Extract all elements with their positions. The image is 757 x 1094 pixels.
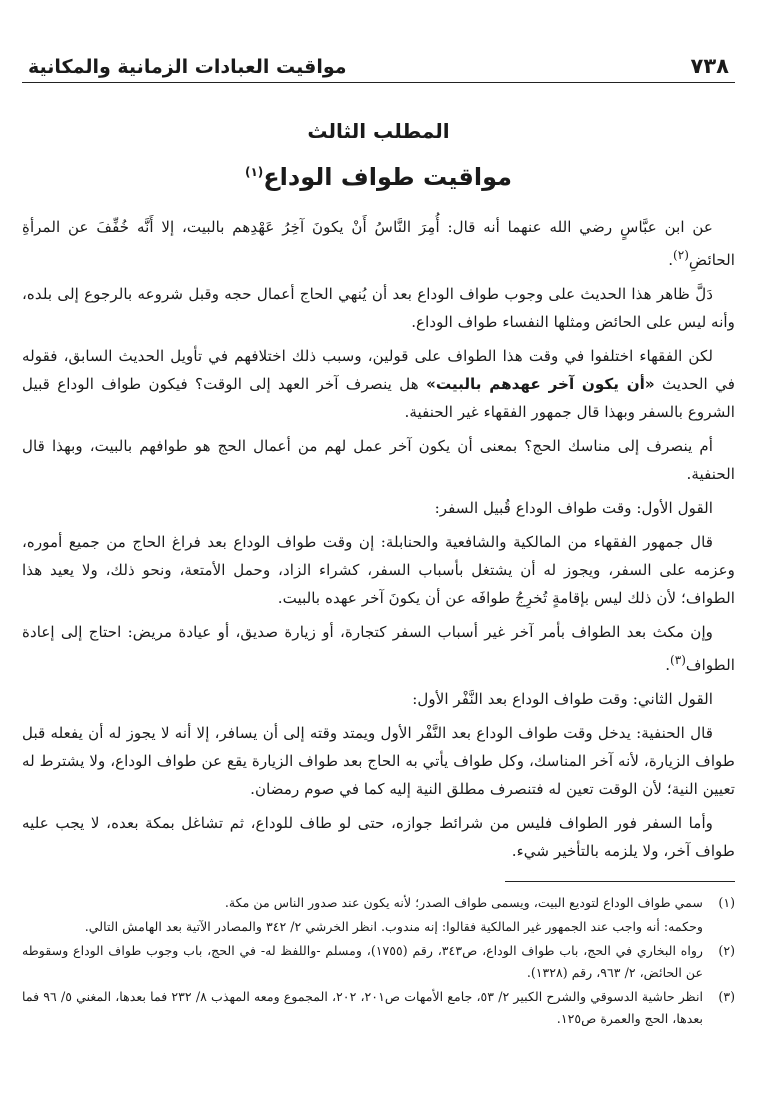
footnote-text: انظر حاشية الدسوقي والشرح الكبير ٢/ ٥٣، جامع الأمهات ص٢٠١، ٢٠٢، المجموع ومعه المهذب ٨/ ٢٣٢ فما بعدها، المغني ٥/ ٩٦ فما بعدها، الحج والعمرة ص١٢٥. (22, 989, 704, 1027)
footnote (22, 892, 735, 914)
paragraph-text: قال الحنفية: يدخل وقت طواف الوداع بعد النَّفْر الأول ويمتد وقته إلى أن يسافر، إلا أنه لا يجوز له أن يفعله قبل طواف الزيارة، لأنه آخر المناسك، وكل طواف يأتي به الحاج بعد طواف الزيارة يقع عن طواف الوداع، ولا يشترط له تعيين النية؛ لأن الوقت تعين له فتنصرف مطلق النية إليه كما في صوم رمضان. (22, 724, 735, 799)
page-number: ٧٣٨ (690, 54, 729, 78)
footnote-text: رواه البخاري في الحج، باب طواف الوداع، ص٣٤٣، رقم (١٧٥٥)، ومسلم -واللفظ له- في الحج، باب وجوب طواف الوداع وسقوطه عن الحائض، ٢/ ٩٦٣، رقم (١٣٢٨). (22, 943, 703, 981)
running-title: مواقيت العبادات الزمانية والمكانية (28, 56, 347, 78)
footnotes (22, 892, 735, 1030)
paragraph-text: لكن الفقهاء اختلفوا في وقت هذا الطواف على قولين، وسبب ذلك اختلافهم في تأويل الحديث السابق، فقوله في الحديث (22, 347, 735, 394)
paragraph (22, 213, 735, 274)
paragraph (22, 280, 735, 336)
paragraph-text: وإن مكث بعد الطواف بأمر آخر غير أسباب السفر كتجارة، أو زيارة صديق، أو عيادة مريض: احتاج إلى إعادة الطواف (22, 623, 735, 675)
footnote-number: (٢) (718, 943, 735, 959)
paragraph (22, 528, 735, 612)
footnote (22, 940, 735, 984)
footnote-ref: (٣) (670, 653, 686, 668)
paragraph-text: أم ينصرف إلى مناسك الحج؟ بمعنى أن يكون آخر عمل لهم من أعمال الحج هو طوافهم بالبيت، وبهذا قال الحنفية. (22, 437, 735, 484)
footnote-number: (٣) (718, 989, 735, 1005)
hadith-quote: «أن يكون آخر عهدهم بالبيت» (426, 375, 655, 394)
paragraph-tail: . (665, 656, 671, 675)
paragraph-text: دَلَّ ظاهر هذا الحديث على وجوب طواف الوداع بعد أن يُنهي الحاج أعمال حجه وقبل شروعه بالرجوع إلى بلده، وأنه ليس على الحائض ومثلها النفساء طواف الوداع. (22, 285, 735, 332)
footnote-number (703, 916, 735, 938)
chapter-heading (22, 163, 735, 199)
footnote-number: (١) (718, 895, 735, 911)
footnote (22, 916, 735, 938)
paragraph-text: قال جمهور الفقهاء من المالكية والشافعية والحنابلة: إن وقت طواف الوداع بعد فراغ الحاج من جميع أموره، وعزمه على السفر، ويجوز له أن يشتغل بأسباب السفر، كشراء الزاد، وحمل الأمتعة، ونحو ذلك، ولا يعيد هذا الطواف؛ لأن ذلك ليس بإقامةٍ تُخرِجُ طوافَه عن أن يكونَ آخر عهده بالبيت. (22, 533, 735, 608)
footnote-divider (505, 881, 735, 882)
opinion-heading (22, 494, 735, 522)
paragraph (22, 809, 735, 865)
section-heading: المطلب الثالث (307, 119, 450, 143)
paragraph-text: عن ابن عبَّاسٍ رضي الله عنهما أنه قال: أُمِرَ النَّاسُ أَنْ يكونَ آخِرُ عَهْدِهم بالبيت، إلا أَنَّه خُفِّفَ عن المرأةِ الحائضِ (22, 218, 735, 270)
footnote-text: سمي طواف الوداع لتوديع البيت، ويسمى طواف الصدر؛ لأنه يكون عند صدور الناس من مكة. (224, 895, 703, 911)
page-header (22, 44, 735, 83)
footnote-text: وحكمه: أنه واجب عند الجمهور غير المالكية فقالوا: إنه مندوب. انظر الخرشي ٢/ ٣٤٢ والمصادر الآتية بعد الهامش التالي. (84, 919, 703, 935)
book-page (22, 44, 735, 1032)
paragraph-tail: هل ينصرف آخر العهد إلى الوقت؟ فيكون طواف الوداع قبيل الشروع بالسفر وبهذا قال جمهور الفقهاء غير الحنفية. (22, 375, 735, 422)
footnote-ref: (٢) (673, 248, 689, 262)
paragraph-text: القول الثاني: وقت طواف الوداع بعد النَّفْر الأول: (412, 690, 713, 709)
paragraph (22, 719, 735, 803)
body-text (22, 213, 735, 865)
chapter-heading-text: مواقيت طواف الوداع (263, 163, 513, 191)
footnote-ref: (١) (244, 165, 264, 179)
paragraph-tail: . (668, 251, 674, 270)
paragraph (22, 432, 735, 488)
paragraph (22, 342, 735, 426)
paragraph-text: وأما السفر فور الطواف فليس من شرائط جوازه، حتى لو طاف للوداع، ثم تشاغل بمكة بعده، لا يجب عليه طواف آخر، ولا يلزمه بالتأخير شيء. (22, 814, 735, 861)
paragraph-text: القول الأول: وقت طواف الوداع قُبيل السفر: (434, 499, 713, 518)
paragraph (22, 618, 735, 679)
opinion-heading (22, 685, 735, 713)
footnote (22, 986, 735, 1030)
